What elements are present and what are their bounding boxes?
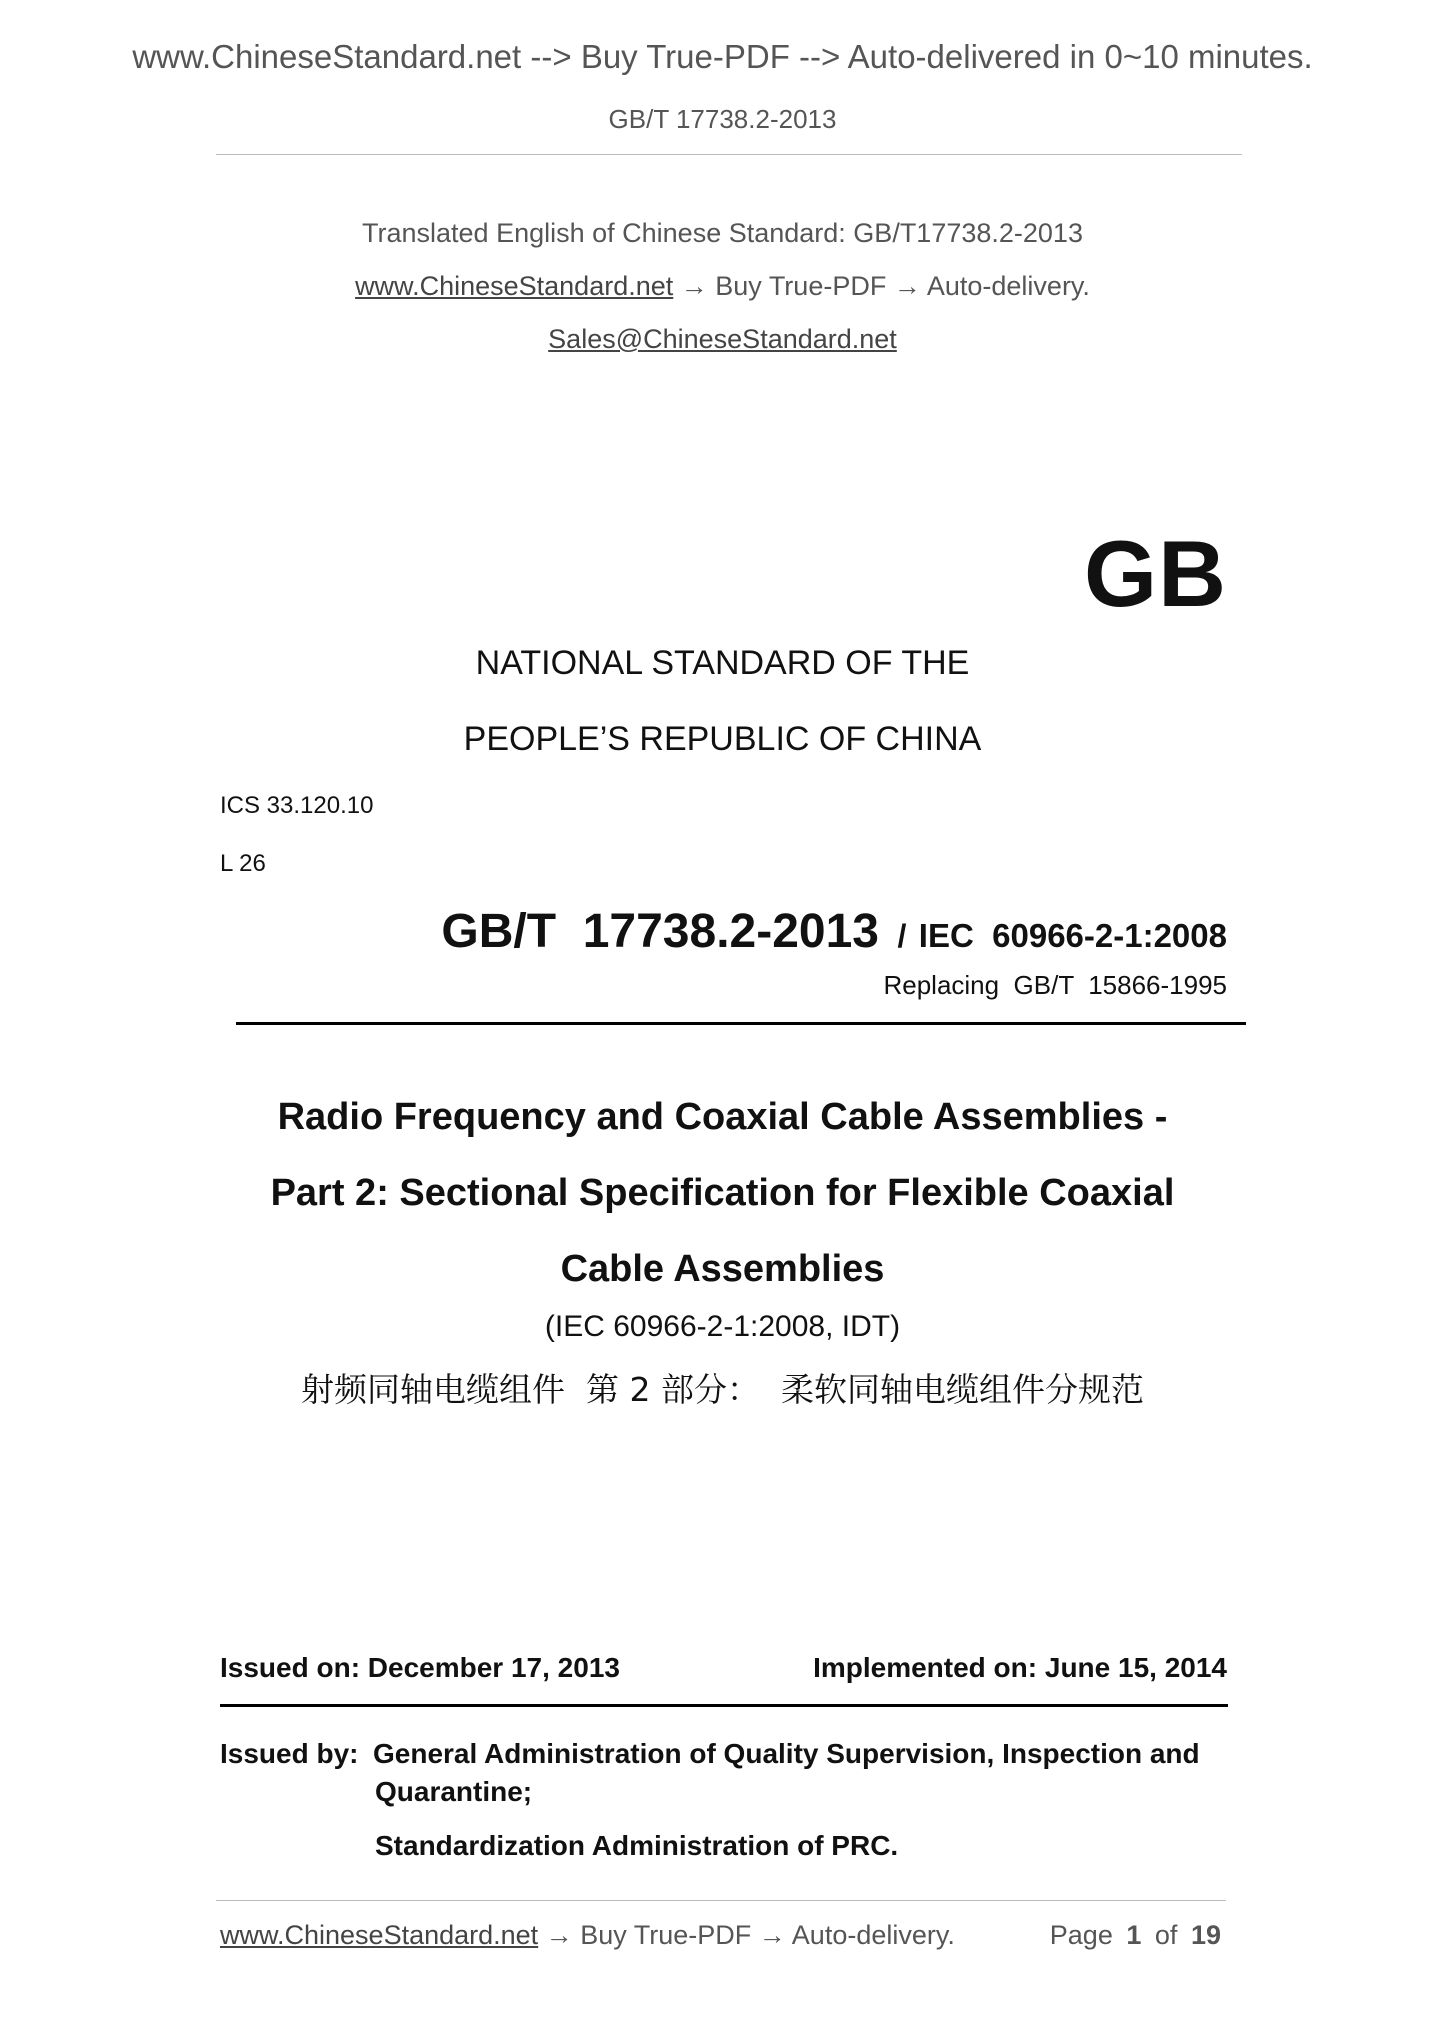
issued-by-label: Issued by:: [220, 1738, 359, 1769]
translated-line: Translated English of Chinese Standard: GB/T17738.2-2013: [362, 218, 1083, 248]
issuer-line3: Standardization Administration of PRC.: [375, 1830, 899, 1861]
intro-buy-line: [0, 271, 1445, 302]
intro-delivery: Auto-delivery.: [926, 271, 1090, 301]
banner-sep: -->: [799, 38, 841, 75]
ics-code: ICS 33.120.10: [220, 792, 374, 819]
intro-site-link[interactable]: www.ChineseStandard.net: [355, 271, 674, 301]
banner-sep: -->: [530, 38, 572, 75]
chinese-title: 射频同轴电缆组件 第 2 部分： 柔软同轴电缆组件分规范: [301, 1370, 1144, 1409]
title-line1: Radio Frequency and Coaxial Cable Assemblies -: [277, 1096, 1168, 1138]
national-standard-line1: NATIONAL STANDARD OF THE: [475, 644, 970, 682]
sales-email-link[interactable]: Sales@ChineseStandard.net: [548, 324, 897, 354]
arrow-icon: →: [545, 1920, 573, 1950]
page-number: 1: [1126, 1920, 1142, 1950]
standard-slash: /: [897, 918, 907, 954]
issuer-line2: Quarantine;: [375, 1776, 533, 1807]
page-label: Page: [1049, 1920, 1113, 1950]
footer-buy[interactable]: Buy True-PDF: [580, 1920, 752, 1950]
title-line2: Part 2: Sectional Specification for Flexible Coaxial: [270, 1172, 1175, 1214]
page-indicator: [1050, 1920, 1221, 1951]
banner-site[interactable]: www.ChineseStandard.net: [132, 38, 522, 75]
title-line3: Cable Assemblies: [560, 1248, 885, 1290]
iec-equivalence: (IEC 60966-2-1:2008, IDT): [544, 1310, 901, 1343]
arrow-icon: →: [680, 271, 708, 301]
page-total: 19: [1190, 1920, 1221, 1950]
issuer-line1: General Administration of Quality Supervision, Inspection and: [373, 1738, 1200, 1769]
replacing-note: Replacing GB/T 15866-1995: [883, 970, 1227, 1000]
footer-delivery: Auto-delivery.: [791, 1920, 955, 1950]
standard-code-line: [441, 904, 1227, 959]
footer-buy-line: [220, 1920, 955, 1951]
header-code: GB/T 17738.2-2013: [608, 104, 837, 134]
arrow-icon: →: [758, 1920, 786, 1950]
national-standard-line2: PEOPLE’S REPUBLIC OF CHINA: [463, 720, 982, 758]
top-banner: [0, 38, 1445, 76]
footer-rule: [216, 1900, 1226, 1901]
ccs-code: L 26: [220, 850, 266, 877]
implemented-date: Implemented on: June 15, 2014: [813, 1652, 1227, 1683]
iec-code: IEC 60966-2-1:2008: [918, 917, 1227, 954]
header-rule: [216, 154, 1242, 155]
banner-buy[interactable]: Buy True-PDF: [580, 38, 790, 75]
standard-code: GB/T 17738.2-2013: [441, 905, 879, 958]
of-label: of: [1154, 1920, 1178, 1950]
standard-rule: [236, 1022, 1246, 1025]
dates-rule: [220, 1704, 1228, 1707]
arrow-icon: →: [893, 271, 921, 301]
gb-logo: GB: [1084, 521, 1227, 626]
intro-buy[interactable]: Buy True-PDF: [715, 271, 887, 301]
issued-date: Issued on: December 17, 2013: [220, 1652, 620, 1683]
email-line: [0, 324, 1445, 355]
banner-delivery: Auto-delivered in 0~10 minutes.: [847, 38, 1313, 75]
footer-site-link[interactable]: www.ChineseStandard.net: [220, 1920, 539, 1950]
